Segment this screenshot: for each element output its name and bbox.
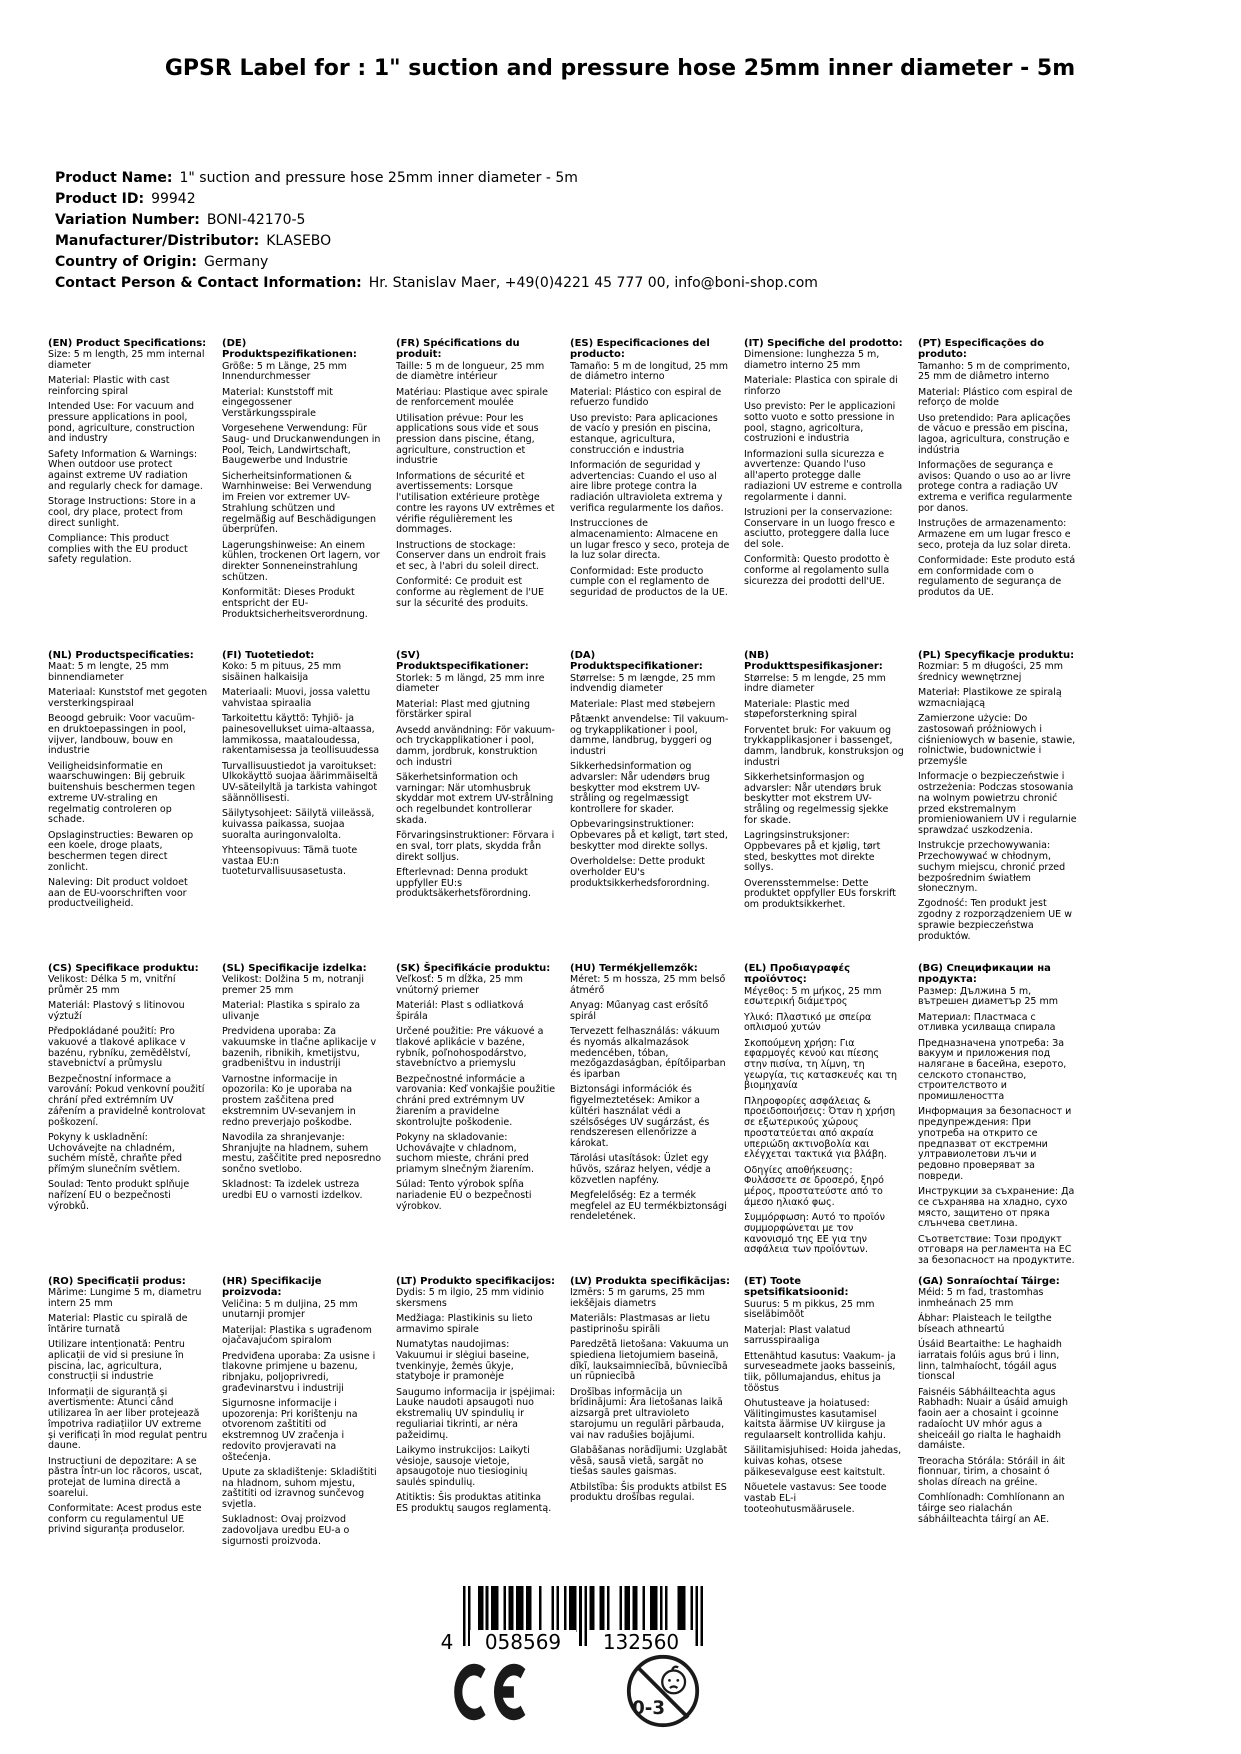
spec-paragraph: Materiāls: Plastmasas ar lietu pastiprinošu spirāli [570, 1313, 711, 1335]
spec-paragraph: Πληροφορίες ασφάλειας & προειδοποιήσεις: Όταν η χρήση σε εξωτερικούς χώρους προστατεύεται από ακραία υπεριώδη ακτινοβολία και ελέγχεται τακτικά για βλάβη. [744, 1095, 896, 1161]
spec-paragraph: Forventet bruk: For vakuum og trykkapplikasjoner i bassenget, damm, landbruk, konstruksjon og industri [744, 724, 904, 768]
spec-paragraph: Storlek: 5 m längd, 25 mm inre diameter [396, 672, 545, 695]
spec-paragraph: Conformitate: Acest produs este conform cu regulamentul UE privind siguranța produselor. [48, 1503, 202, 1536]
spec-paragraph: Méret: 5 m hossza, 25 mm belső átmérő [570, 974, 726, 997]
spec-paragraph: Saugumo informacija ir įspėjimai: Lauke naudoti apsaugoti nuo ekstremalių UV spindulių ir reguliariai tikrinti, ar nėra pažeidimų. [396, 1386, 556, 1441]
spec-paragraph: Material: Plast med gjutning förstärker spiral [396, 698, 530, 721]
ce-mark-icon [453, 1663, 535, 1721]
language-grid [48, 338, 1078, 1552]
spec-paragraph: Μέγεθος: 5 m μήκος, 25 mm εσωτερική διάμετρος [744, 985, 882, 1008]
product-info [55, 168, 1185, 294]
spec-paragraph: Naleving: Dit product voldoet aan de EU-voorschriften voor productveiligheid. [48, 877, 188, 910]
spec-paragraph: Koko: 5 m pituus, 25 mm sisäinen halkaisija [222, 661, 342, 684]
spec-paragraph: Anyag: Műanyag cast erősítő spirál [570, 1000, 709, 1022]
spec-paragraph: Overholdelse: Dette produkt overholder EU's produktsikkerhedsforordning. [570, 856, 710, 889]
spec-paragraph: Οδηγίες αποθήκευσης: Φυλάσσετε σε δροσερό, ξηρό μέρος, προστατεύστε από το άμεσο ηλιακό φως. [744, 1164, 884, 1208]
spec-paragraph: Drošības informācija un brīdinājumi: Āra lietošanas laikā aizsargā pret ultravioleto starojumu un regulāri pārbauda, vai nav radušies bojājumi. [570, 1386, 725, 1441]
spec-paragraph: Conformidad: Este producto cumple con el reglamento de seguridad de productos de la UE. [570, 565, 728, 599]
field-label: Manufacturer/Distributor: [55, 233, 260, 249]
language-block-heading: (HR) Specifikacije proizvoda: [222, 1276, 322, 1299]
spec-paragraph: Conformità: Questo prodotto è conforme al regolamento sulla sicurezza dei prodotti dell'UE. [744, 554, 890, 587]
spec-paragraph: Material: Kunststoff mit eingegossener Verstärkungsspirale [222, 386, 333, 420]
spec-paragraph: Sukladnost: Ovaj proizvod zadovoljava uredbu EU-a o sigurnosti proizvoda. [222, 1514, 350, 1547]
product-field [55, 168, 1185, 189]
spec-paragraph: Zamierzone użycie: Do zastosowań próżniowych i ciśnieniowych w basenie, stawie, rolnictwie, budownictwie i przemyśle [918, 713, 1076, 768]
language-block-heading: (GA) Sonraíochtaí Táirge: [918, 1276, 1060, 1287]
spec-paragraph: Uso pretendido: Para aplicações de vácuo e pressão em piscina, lagoa, agricultura, construção e indústria [918, 412, 1071, 456]
baby-face-icon [662, 1667, 685, 1694]
spec-paragraph: Bezpečnostné informácie a varovania: Keď vonkajšie použitie chráni pred extrémnym UV žiarením a pravidelne skontrolujte poškodenie. [396, 1073, 556, 1128]
spec-paragraph: Materijal: Plastika s ugrađenom ojačavajućom spiralom [222, 1324, 372, 1347]
spec-paragraph: Ohutusteave ja hoiatused: Välitingimustes kasutamisel kaitsta äärmise UV kiirguse ja regulaarselt kontrollida kahju. [744, 1397, 886, 1442]
language-block-nb [744, 650, 904, 963]
spec-paragraph: Dimensione: lunghezza 5 m, diametro interno 25 mm [744, 349, 880, 372]
field-value: KLASEBO [266, 233, 332, 249]
spec-paragraph: Paredzētā lietošana: Vakuuma un spiediena lietojumiem baseinā, dīķī, lauksaimniecībā, būvniecībā un rūpniecībā [570, 1339, 729, 1383]
spec-paragraph: Pokyny k uskladnění: Uchovávejte na chladném, suchém místě, chraňte před přímým slunečním světlem. [48, 1131, 182, 1176]
language-block-fr [396, 338, 556, 650]
spec-paragraph: Instrucțiuni de depozitare: A se păstra într-un loc răcoros, uscat, protejat de lumina directă a soarelui. [48, 1455, 203, 1499]
spec-paragraph: Størrelse: 5 m længde, 25 mm indvendig diameter [570, 672, 716, 695]
spec-paragraph: Informazioni sulla sicurezza e avvertenze: Quando l'uso all'aperto protegge dalle radiazioni UV estreme e controlla regolarmente i danni. [744, 448, 903, 503]
language-block-heading: (PL) Specyfikacje produktu: [918, 650, 1075, 661]
spec-paragraph: Size: 5 m length, 25 mm internal diameter [48, 349, 205, 372]
field-label: Country of Origin: [55, 254, 197, 270]
age-warning-0-3-icon [625, 1653, 701, 1729]
age-warning-text: 0-3 [632, 1697, 666, 1719]
spec-paragraph: Lagerungshinweise: An einem kühlen, trockenen Ort lagern, vor direkter Sonneneinstrahlung schützen. [222, 539, 380, 583]
spec-paragraph: Istruzioni per la conservazione: Conservare in un luogo fresco e asciutto, proteggere dalla luce del sole. [744, 506, 895, 551]
language-block-cs [48, 963, 208, 1276]
spec-paragraph: Turvallisuustiedot ja varoitukset: Ulkokäyttö suojaa äärimmäiseltä UV-säteilyltä ja tarkista vahingot säännöllisesti. [222, 760, 378, 804]
barcode-right-digits: 132560 [588, 1630, 694, 1654]
spec-paragraph: Dydis: 5 m ilgio, 25 mm vidinio skersmens [396, 1287, 544, 1310]
spec-paragraph: Materiale: Plast med støbejern [570, 698, 716, 710]
language-block-ro [48, 1276, 208, 1552]
spec-paragraph: Размер: Дължина 5 m, вътрешен диаметър 25 mm [918, 985, 1058, 1008]
spec-paragraph: Conformidade: Este produto está em conformidade com o regulamento de segurança de produtos da UE. [918, 554, 1076, 599]
spec-paragraph: Materiale: Plastica con spirale di rinforzo [744, 375, 898, 397]
language-block-heading: (DE) Produktspezifikationen: [222, 338, 357, 361]
spec-paragraph: Treoracha Stórála: Stóráil in áit fionnuar, tirim, a chosaint ó sholas díreach na gréine. [918, 1455, 1066, 1489]
language-block-es [570, 338, 730, 650]
language-block-heading: (BG) Спецификации на продукта: [918, 963, 1051, 986]
language-block-heading: (SV) Produktspecifikationer: [396, 650, 529, 673]
language-block-fi [222, 650, 382, 963]
spec-paragraph: Předpokládané použití: Pro vakuové a tlakové aplikace v bazénu, rybníku, zemědělství, stavebnictví a průmyslu [48, 1026, 191, 1070]
spec-paragraph: Mărime: Lungime 5 m, diametru intern 25 mm [48, 1287, 202, 1310]
spec-paragraph: Tarkoitettu käyttö: Tyhjiö- ja painesovellukset uima-altaassa, lammikossa, maataloudessa, rakentamisessa ja teollisuudessa [222, 713, 380, 757]
spec-paragraph: Veličina: 5 m duljina, 25 mm unutarnji promjer [222, 1298, 358, 1321]
product-field [55, 273, 1185, 294]
spec-paragraph: Материал: Пластмаса с отливка усилваща спирала [918, 1011, 1056, 1034]
spec-paragraph: Atitiktis: Šis produktas atitinka ES produktų saugos reglamentą. [396, 1492, 552, 1515]
spec-paragraph: Predvidena uporaba: Za vakuumske in tlačne aplikacije v bazenih, ribnikih, kmetijstvu, gradbeništvu in industriji [222, 1026, 377, 1070]
language-block-it [744, 338, 904, 650]
language-block-heading: (EN) Product Specifications: [48, 338, 207, 349]
product-field [55, 252, 1185, 273]
spec-paragraph: Materiał: Plastikowe ze spiralą wzmacniającą [918, 687, 1062, 709]
barcode [442, 1586, 704, 1658]
spec-paragraph: Efterlevnad: Denna produkt uppfyller EU:s produktsäkerhetsförordning. [396, 866, 532, 900]
spec-paragraph: Materiaali: Muovi, jossa valettu vahvistaa spiraalia [222, 687, 371, 709]
language-block-heading: (LV) Produkta specifikācijas: [570, 1276, 730, 1287]
field-value: Hr. Stanislav Maer, +49(0)4221 45 777 00, info@boni-shop.com [368, 275, 818, 291]
spec-paragraph: Comhlíonadh: Comhlíonann an táirge seo rialachán sábháilteachta táirgí an AE. [918, 1492, 1065, 1525]
spec-paragraph: Ábhar: Plaisteach le teilgthe bíseach athneartú [918, 1313, 1052, 1335]
spec-paragraph: Úsáid Beartaithe: Le haghaidh iarratais folúis agus brú i linn, linn, talmhaíocht, tógáil agus tionscal [918, 1339, 1062, 1383]
spec-paragraph: Förvaringsinstruktioner: Förvara i en sval, torr plats, skydda från direkt solljus. [396, 830, 555, 863]
spec-paragraph: Material: Plastic with cast reinforcing spiral [48, 375, 170, 397]
spec-paragraph: Vorgesehene Verwendung: Für Saug- und Druckanwendungen in Pool, Teich, Landwirtschaft, Baugewerbe und Industrie [222, 423, 381, 467]
spec-paragraph: Съответствие: Този продукт отговаря на регламента на ЕС за безопасност на продуктите. [918, 1233, 1075, 1266]
spec-paragraph: Pokyny na skladovanie: Uchovávajte v chladnom, suchom mieste, chráni pred priamym slnečným žiarením. [396, 1131, 535, 1176]
language-block-heading: (NB) Produkttspesifikasjoner: [744, 650, 883, 673]
spec-paragraph: Størrelse: 5 m lengde, 25 mm indre diameter [744, 672, 886, 695]
spec-paragraph: Laikymo instrukcijos: Laikyti vėsioje, sausoje vietoje, apsaugotoje nuo tiesioginių saulės spindulių. [396, 1444, 530, 1489]
language-block-heading: (SL) Specifikacije izdelka: [222, 963, 367, 974]
spec-paragraph: Materiál: Plast s odliatková špirála [396, 1000, 524, 1022]
spec-paragraph: Ettenähtud kasutus: Vaakum- ja surveseadmete jaoks basseinis, tiik, põllumajandus, ehitus ja tööstus [744, 1350, 896, 1394]
spec-paragraph: Avsedd användning: För vakuum- och tryckapplikationer i pool, damm, jordbruk, konstruktion och industri [396, 724, 555, 768]
language-block-heading: (PT) Especificações do produto: [918, 338, 1044, 361]
spec-paragraph: Megfelelőség: Ez a termék megfelel az EU termékbiztonsági rendeletének. [570, 1190, 727, 1223]
language-block-da [570, 650, 730, 963]
spec-paragraph: Material: Plastic cu spirală de întărire turnată [48, 1313, 188, 1335]
field-value: BONI-42170-5 [206, 212, 306, 228]
language-block-pt [918, 338, 1078, 650]
spec-paragraph: Skladnost: Ta izdelek ustreza uredbi EU o varnosti izdelkov. [222, 1179, 363, 1202]
language-block-lt [396, 1276, 556, 1552]
spec-paragraph: Konformität: Dieses Produkt entspricht der EU-Produktsicherheitsverordnung. [222, 587, 368, 620]
spec-paragraph: Yhteensopivuus: Tämä tuote vastaa EU:n tuoteturvallisuusasetusta. [222, 844, 358, 878]
language-block-sk [396, 963, 556, 1276]
language-block-heading: (EL) Προδιαγραφές προϊόντος: [744, 963, 851, 986]
language-block-nl [48, 650, 208, 963]
spec-paragraph: Säilytysohjeet: Säilytä viileässä, kuivassa paikassa, suojaa suoralta auringonvalolta. [222, 808, 375, 841]
language-block-de [222, 338, 382, 650]
language-block-heading: (DA) Produktspecifikationer: [570, 650, 703, 673]
field-value: 1" suction and pressure hose 25mm inner diameter - 5m [179, 170, 578, 186]
spec-paragraph: Tárolási utasítások: Üzlet egy hűvös, száraz helyen, védje a közvetlen napfény. [570, 1153, 711, 1186]
product-field [55, 231, 1185, 252]
spec-paragraph: Информация за безопасност и предупреждения: При употреба на открито се предпазват от екстремни ултравиолетови лъчи и редовно проверяват за повреди. [918, 1106, 1072, 1182]
field-label: Variation Number: [55, 212, 200, 228]
spec-paragraph: Nõuetele vastavus: See toode vastab EL-i tooteohutusmäärusele. [744, 1482, 887, 1515]
spec-paragraph: Σκοπούμενη χρήση: Για εφαρμογές κενού και πίεσης στην πισίνα, τη λίμνη, τη γεωργία, τις κατασκευές και τη βιομηχανία [744, 1037, 898, 1092]
spec-paragraph: Informacje o bezpieczeństwie i ostrzeżenia: Podczas stosowania na wolnym powietrzu chronić przed ekstremalnym promieniowaniem UV i regularnie sprawdzać uszkodzenia. [918, 771, 1077, 837]
spec-paragraph: Compliance: This product complies with the EU product safety regulation. [48, 532, 188, 566]
spec-paragraph: Informations de sécurité et avertissements: Lorsque l'utilisation extérieure protège contre les rayons UV extrêmes et vérifie régulièrement les dommages. [396, 470, 555, 536]
language-block-sl [222, 963, 382, 1276]
language-block-heading: (NL) Productspecificaties: [48, 650, 194, 661]
spec-paragraph: Overensstemmelse: Dette produktet oppfyller EUs forskrift om produktsikkerhet. [744, 877, 897, 911]
spec-paragraph: Taille: 5 m de longueur, 25 mm de diamètre intérieur [396, 360, 545, 383]
language-block-heading: (FI) Tuotetiedot: [222, 650, 315, 661]
spec-paragraph: Предназначена употреба: За вакуум и приложения под налягане в басейна, езерото, селското стопанство, строителството и промишлеността [918, 1037, 1067, 1103]
spec-paragraph: Tervezett felhasználás: vákuum és nyomás alkalmazások medencében, tóban, mezőgazdaságban, építőiparban és iparban [570, 1026, 726, 1081]
spec-paragraph: Veiligheidsinformatie en waarschuwingen: Bij gebruik buitenshuis beschermen tegen extreme UV-straling en regelmatig controleren op schade. [48, 760, 196, 826]
field-label: Product ID: [55, 191, 145, 207]
spec-paragraph: Información de seguridad y advertencias: Cuando el uso al aire libre protege contra la radiación ultravioleta extrema y verifica regularmente los daños. [570, 459, 724, 514]
spec-paragraph: Varnostne informacije in opozorila: Ko je uporaba na prostem zaščitena pred ekstremnim UV-sevanjem in redno preverjajo poškodbe. [222, 1073, 356, 1128]
language-block-pl [918, 650, 1078, 963]
spec-paragraph: Material: Plastika s spiralo za ulivanje [222, 1000, 361, 1022]
page-title: GPSR Label for : 1" suction and pressure hose 25mm inner diameter - 5m [164, 56, 1076, 81]
spec-paragraph: Informações de segurança e avisos: Quando o uso ao ar livre protege contra a radiação UV extrema e verifica regularmente por danos. [918, 459, 1073, 514]
spec-paragraph: Soulad: Tento produkt splňuje nařízení EU o bezpečnosti výrobků. [48, 1179, 190, 1212]
spec-paragraph: Veľkosť: 5 m dĺžka, 25 mm vnútorný priemer [396, 974, 523, 997]
language-block-heading: (ES) Especificaciones del producto: [570, 338, 710, 361]
barcode-left-digits: 058569 [470, 1630, 576, 1654]
spec-paragraph: Materiál: Plastový s litinovou výztuží [48, 1000, 185, 1022]
spec-paragraph: Materjal: Plast valatud sarrusspiraaliga [744, 1324, 851, 1347]
spec-paragraph: Material: Plástico con espiral de refuerzo fundido [570, 386, 722, 409]
spec-paragraph: Velikost: Dolžina 5 m, notranji premer 25 mm [222, 974, 364, 997]
spec-paragraph: Material: Plástico com espiral de reforço de molde [918, 386, 1073, 409]
spec-paragraph: Συμμόρφωση: Αυτό το προϊόν συμμορφώνεται με τον κανονισμό της ΕΕ για την ασφάλεια των προϊόντων. [744, 1212, 885, 1256]
spec-paragraph: Conformité: Ce produit est conforme au règlement de l'UE sur la sécurité des produits. [396, 576, 544, 609]
language-block-heading: (SK) Špecifikácie produktu: [396, 963, 551, 974]
spec-paragraph: Lagringsinstruksjoner: Oppbevares på et kjølig, tørt sted, beskyttes mot direkte sollys. [744, 830, 881, 874]
spec-paragraph: Sikkerhetsinformasjon og advarsler: Når utendørs bruk beskytter mot ekstrem UV-stråling og regelmessig sjekke for skade. [744, 771, 889, 826]
language-block-heading: (LT) Produkto specifikacijos: [396, 1276, 556, 1287]
spec-paragraph: Biztonsági információk és figyelmeztetések: Amikor a kültéri használat védi a szélsőséges UV sugárzást, és rendszeresen ellenőrizze a károkat. [570, 1084, 710, 1150]
spec-paragraph: Informații de siguranță și avertismente: Atunci când utilizarea în aer liber protejează împotriva radiațiilor UV extreme și verificați în mod regulat pentru daune. [48, 1386, 208, 1452]
spec-paragraph: Velikost: Délka 5 m, vnitřní průměr 25 mm [48, 974, 176, 997]
field-value: Germany [204, 254, 269, 270]
spec-paragraph: Utilizare intenționată: Pentru aplicații de vid si presiune în piscina, lac, agricultura, construcții si industrie [48, 1339, 185, 1383]
language-block-lv [570, 1276, 730, 1552]
language-block-hu [570, 963, 730, 1276]
language-block-sv [396, 650, 556, 963]
field-label: Contact Person & Contact Information: [55, 275, 362, 291]
spec-paragraph: Materiaal: Kunststof met gegoten versterkingspiraal [48, 687, 208, 709]
spec-paragraph: Storage Instructions: Store in a cool, dry place, protect from direct sunlight. [48, 496, 196, 529]
language-block-heading: (ET) Toote spetsifikatsioonid: [744, 1276, 849, 1299]
spec-paragraph: Faisnéis Sábháilteachta agus Rabhadh: Nuair a úsáid amuigh faoin aer a chosaint i gcoinne radaíocht UV mhór agus a sheiceáil go rialta le haghaidh damáiste. [918, 1386, 1068, 1452]
spec-paragraph: Suurus: 5 m pikkus, 25 mm siseläbimõõt [744, 1298, 875, 1321]
spec-paragraph: Säilitamisjuhised: Hoida jahedas, kuivas kohas, otsese päikesevalguse eest kaitstult. [744, 1445, 902, 1478]
language-block-heading: (FR) Spécifications du produit: [396, 338, 520, 361]
spec-paragraph: Intended Use: For vacuum and pressure applications in pool, pond, agriculture, construction and industry [48, 401, 195, 445]
language-block-heading: (CS) Specifikace produktu: [48, 963, 199, 974]
language-block-ga [918, 1276, 1078, 1552]
spec-paragraph: Instrucciones de almacenamiento: Almacene en un lugar fresco y seco, proteja de la luz solar directa. [570, 518, 730, 562]
barcode-digit-system: 4 [440, 1630, 454, 1654]
spec-paragraph: Maat: 5 m lengte, 25 mm binnendiameter [48, 661, 169, 684]
spec-paragraph: Opbevaringsinstruktioner: Opbevares på et køligt, tørt sted, beskytter mod direkte sollys. [570, 819, 728, 852]
product-field [55, 210, 1185, 231]
language-block-en [48, 338, 208, 650]
spec-paragraph: Méid: 5 m fad, trastomhas inmheánach 25 mm [918, 1287, 1044, 1310]
product-field [55, 189, 1185, 210]
spec-paragraph: Инструкции за съхранение: Да се съхранява на хладно, сухо място, защитено от пряка слънчева светлина. [918, 1186, 1075, 1230]
spec-paragraph: Matériau: Plastique avec spirale de renforcement moulée [396, 386, 548, 409]
spec-paragraph: Zgodność: Ten produkt jest zgodny z rozporządzeniem UE w sprawie bezpieczeństwa produktów. [918, 898, 1072, 942]
spec-paragraph: Säkerhetsinformation och varningar: När utomhusbruk skyddar mot extrem UV-strålning och regelbundet kontrollerar skada. [396, 771, 554, 826]
spec-paragraph: Påtænkt anvendelse: Til vakuum- og trykapplikationer i pool, damme, landbrug, byggeri og industri [570, 713, 729, 757]
spec-paragraph: Υλικό: Πλαστικό με σπείρα οπλισμού χυτών [744, 1011, 872, 1034]
spec-paragraph: Izmērs: 5 m garums, 25 mm iekšējais diametrs [570, 1287, 705, 1310]
spec-paragraph: Navodila za shranjevanje: Shranjujte na hladnem, suhem mestu, zaščitite pred neposredno sončno svetlobo. [222, 1131, 382, 1176]
spec-paragraph: Bezpečnostní informace a varování: Pokud venkovní použití chrání před extrémním UV zářením a pravidelně kontrolovat poškození. [48, 1073, 206, 1128]
spec-paragraph: Glabāšanas norādījumi: Uzglabāt vēsā, sausā vietā, sargāt no tiešas saules gaismas. [570, 1444, 728, 1478]
spec-paragraph: Sikkerhedsinformation og advarsler: Når udendørs brug beskytter mod ekstrem UV-stråling og regelmæssigt kontrollere for skader. [570, 761, 711, 816]
spec-paragraph: Instruções de armazenamento: Armazene em um lugar fresco e seco, proteja da luz solar direta. [918, 518, 1071, 551]
spec-paragraph: Sicherheitsinformationen & Warnhinweise: Bei Verwendung im Freien vor extremer UV-Strahlung schützen und regelmäßig auf Beschädigungen überprüfen. [222, 470, 377, 536]
spec-paragraph: Upute za skladištenje: Skladištiti na hladnom, suhom mjestu, zaštititi od izravnog sunčevog svjetla. [222, 1466, 377, 1511]
spec-paragraph: Beoogd gebruik: Voor vacuüm- en druktoepassingen in pool, vijver, landbouw, bouw en industrie [48, 713, 195, 757]
language-block-heading: (HU) Termékjellemzők: [570, 963, 698, 974]
spec-paragraph: Materiale: Plastic med støpeforsterkning spiral [744, 698, 858, 721]
spec-paragraph: Numatytas naudojimas: Vakuumui ir slėgiui baseine, tvenkinyje, žemės ūkyje, statyboje ir pramonėje [396, 1339, 530, 1383]
spec-paragraph: Medžiaga: Plastikinis su lieto armavimo spirale [396, 1313, 533, 1335]
spec-paragraph: Rozmiar: 5 m długości, 25 mm średnicy wewnętrznej [918, 661, 1064, 684]
spec-paragraph: Safety Information & Warnings: When outdoor use protect against extreme UV radiation and regularly check for damage. [48, 448, 203, 492]
spec-paragraph: Utilisation prévue: Pour les applications sous vide et sous pression dans piscine, étang, agriculture, construction et industrie [396, 412, 539, 467]
spec-paragraph: Instructions de stockage: Conserver dans un endroit frais et sec, à l'abri du soleil direct. [396, 539, 546, 573]
language-block-el [744, 963, 904, 1276]
field-value: 99942 [151, 191, 196, 207]
spec-paragraph: Predviđena uporaba: Za usisne i tlakovne primjene u bazenu, ribnjaku, poljoprivredi, građevinarstvu i industriji [222, 1350, 376, 1394]
spec-paragraph: Tamanho: 5 m de comprimento, 25 mm de diâmetro interno [918, 360, 1070, 383]
spec-paragraph: Größe: 5 m Länge, 25 mm Innendurchmesser [222, 360, 347, 383]
spec-paragraph: Uso previsto: Para aplicaciones de vacío y presión en piscina, estanque, agricultura, construcción e industria [570, 412, 718, 456]
spec-paragraph: Atbilstība: Šis produkts atbilst ES produktu drošības regulai. [570, 1481, 727, 1504]
language-block-heading: (IT) Specifiche del prodotto: [744, 338, 903, 349]
spec-paragraph: Uso previsto: Per le applicazioni sotto vuoto e sotto pressione in pool, stagno, agricoltura, costruzioni e industria [744, 401, 896, 445]
field-label: Product Name: [55, 170, 173, 186]
spec-paragraph: Instrukcje przechowywania: Przechowywać w chłodnym, suchym miejscu, chronić przed bezpośrednim światłem słonecznym. [918, 840, 1066, 895]
spec-paragraph: Súlad: Tento výrobok spĺňa nariadenie EÚ o bezpečnosti výrobkov. [396, 1179, 532, 1212]
spec-paragraph: Tamaño: 5 m de longitud, 25 mm de diámetro interno [570, 360, 728, 383]
spec-paragraph: Opslaginstructies: Bewaren op een koele, droge plaats, beschermen tegen direct zonlicht. [48, 829, 194, 873]
language-block-hr [222, 1276, 382, 1552]
language-block-heading: (RO) Specificații produs: [48, 1276, 186, 1287]
language-block-et [744, 1276, 904, 1552]
spec-paragraph: Určené použitie: Pre vákuové a tlakové aplikácie v bazéne, rybník, poľnohospodárstvo, stavebníctvo a priemyslu [396, 1026, 544, 1070]
language-block-bg [918, 963, 1078, 1276]
spec-paragraph: Sigurnosne informacije i upozorenja: Pri korištenju na otvorenom zaštititi od ekstremnog UV zračenja i redovito provjeravati na oštećenja. [222, 1397, 358, 1463]
